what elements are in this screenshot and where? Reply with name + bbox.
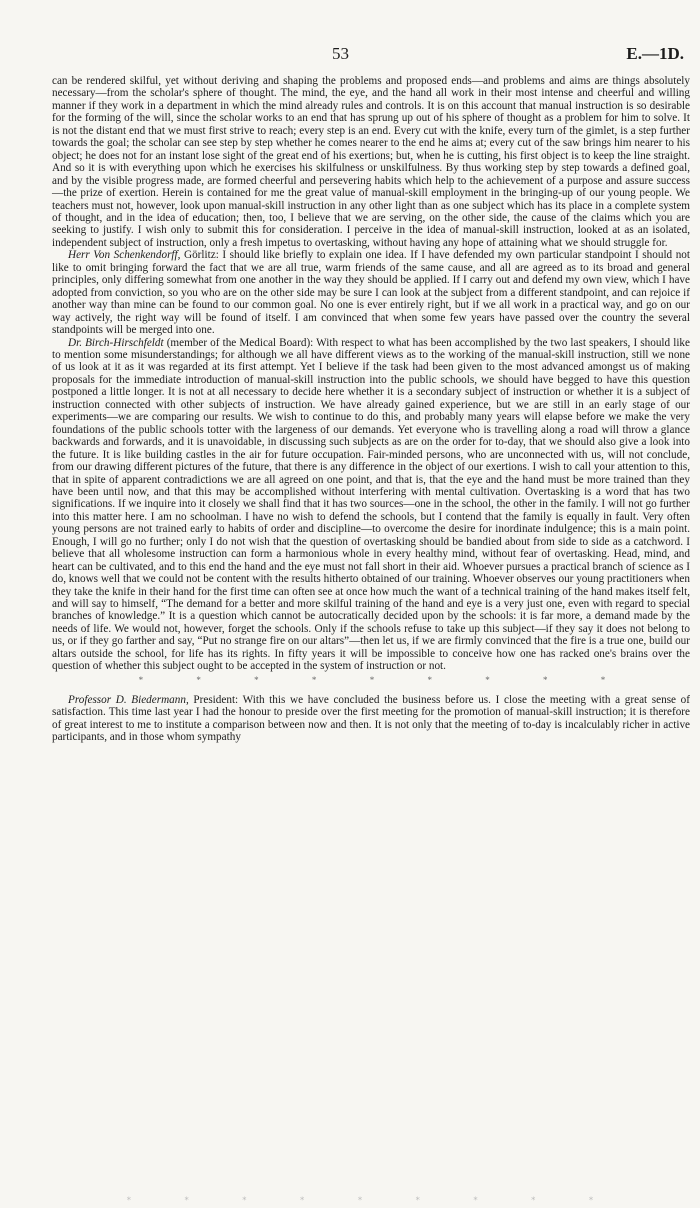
separator-star: *	[196, 674, 201, 685]
speaker-name: Professor D. Biedermann,	[68, 693, 189, 706]
footer-bleedthrough-stars	[100, 1196, 620, 1205]
paragraph-biedermann	[52, 694, 690, 744]
footer-star: *	[357, 1196, 362, 1205]
paragraph-schenkendorff	[52, 249, 690, 336]
footer-star: *	[184, 1196, 189, 1205]
section-separator	[112, 675, 632, 685]
footer-star: *	[126, 1196, 131, 1205]
paragraph-text: can be rendered skilful, yet without deriving and shaping the problems and proposed ends—and problems and aims are things absolutely necessary—from the scholar's sphere of thought. The mind, the eye, and the hand all work in their most intense and cheerful and willing manner if they work in a department in which the mind already rules and controls. It is on this account that manual instruction is so desirable for the forming of the will, since the scholar works to an end that has sprung up out of his sphere of thought as a problem for him to solve. It is not the distant end that we must first strive to reach; every step is an end. Every cut with the knife, every turn of the gimlet, is a step further towards the goal; the scholar can see step by step whether he comes nearer to the end he aims at; every cut of the saw brings him nearer to his object; he does not for an instant lose sight of the great end of his exertions; but, when he is cutting, his first object is to keep the line straight. And so it is with everything upon which he exercises his skilfulness or unskilfulness. By thus working step by step towards a defined goal, and by the visible progress made, are formed cheerful and persevering habits which help to the achievement of a purpose and assure success—the prize of exertion. Herein is contained for me the great value of manual-skill employment in the bringing-up of our young people. We teachers must not, however, look upon manual-skill instruction in any other light than as one subject which has its place in a complete system of thought, and in the idea of education; then, too, I believe that we are serving, on the other side, the cause of the claims which you are seeking to justify. I wish only to submit this for consideration. I perceive in the idea of manual-skill instruction, looked at as an isolated, independent subject of instruction, only a fresh impetus to overtasking, without having any hope of attaining what we should struggle for.	[52, 75, 690, 249]
footer-star: *	[531, 1196, 536, 1205]
paragraph-text: President: With this we have concluded the business before us. I close the meeting with a great sense of satisfaction. This time last year I had the honour to preside over the first meeting for the promotion of manual-skill instruction; it is therefore of great interest to me to institute a comparison between now and then. It is not only that the meeting of to-day is incalculably richer in active participants, and in those whom sympathy	[52, 693, 690, 744]
paragraph-continuation	[52, 75, 690, 249]
separator-star: *	[427, 674, 432, 685]
footer-star: *	[473, 1196, 478, 1205]
footer-star: *	[415, 1196, 420, 1205]
separator-star: *	[254, 674, 259, 685]
separator-star: *	[138, 674, 144, 685]
paragraph-text: (member of the Medical Board): With respect to what has been accomplished by the two last speakers, I should like to mention some misunderstandings; for although we all have different views as to the working of the manual-skill instruction, still we none of us look at it as it was regarded at its first attempt. Yet I believe if the task had been given to the most advanced amongst us of making proposals for the immediate introduction of manual-skill instruction into the public schools, we should have begged to have this question postponed a little longer. It is not at all necessary to decide here whether it is a secondary subject of instruction or whether it is a subject of instruction connected with other subjects of instruction. We have already gained experience, but we are still in an early stage of our experiments—we are comparing our results. We wish to continue to do this, and probably many years will elapse before we make the very foundations of the public schools totter with the largeness of our demands. Yet everyone who is travelling along a road will throw a glance backwards and forwards, and it is unavoidable, in discussing such subjects as are on the order for to-day, that we should also give a look into the future. It is like building castles in the air for future occupation. Fair-minded persons, who are unconnected with us, will not conclude, from our drawing different pictures of the future, that there is any difference in the object of our exertions. I wish to call your attention to this, that in spite of apparent contradictions we are all agreed on one point, and that is, that the eye and the hand must be more trained than they have been until now, and that this may be accomplished without interfering with mental cultivation. Overtasking is a word that has two significations. If we inquire into it closely we shall find that it has two sources—one in the school, the other in the family. I will not go further into this matter here. I am no schoolman. I have no wish to defend the schools, but I contend that the family is equally in fault. Very often young persons are not trained early to habits of order and discipline—to overcome the desire for inordinate indulgence; this is a main point. Enough, I will go no further; only I do not wish that the question of overtasking should be bandied about from side to side as a catchword. I believe that all wholesome instruction can form a harmonious whole in every healthy mind, without fear of overtasking. Head, mind, and heart can be cultivated, and to this end the hand and the eye must not fall short in their aid. Whoever pursues a practical branch of science as I do, knows well that we could not be content with the results hitherto obtained of our training. Whoever observes our young practitioners when they take the knife in their hand for the first time can often see at once how much the want of a technical training of the hand makes itself felt, and will say to himself, “The demand for a better and more skilful training of the hand and eye is a very just one, even with regard to special branches of knowledge.” It is a question which cannot be autocratically decided upon by the schools: it is far more, a demand made by the needs of life. We would not, however, forget the schools. Only if the schools refuse to take up this subject—if they say it does not belong to us, or if they go farther and say, “Put no strange fire on our altars”—then let us, if we are firmly convinced that the fire is a true one, build our altars outside the school, for life has its rights. In fifty years it will be impossible to conceive how one has racked one's brains over the question of whether this subject ought to be accepted in the system of instruction or not.	[52, 336, 690, 673]
separator-star: *	[485, 674, 490, 685]
footer-star: *	[242, 1196, 247, 1205]
separator-star: *	[542, 674, 548, 685]
paragraph-text: Görlitz: I should like briefly to explain one idea. If I have defended my own particular standpoint I should not like to omit bringing forward the fact that we are all true, warm friends of the same cause, and all are agreed as to its broad and general principles, only differing somewhat from one another in the way they should be applied. If I carry out and defend my own view, which I have adopted from conviction, so you who are on the other side may be sure I can look at the subject from a different standpoint, and can rejoice if another way than mine can be found to our common goal. No one is ever entirely right, but if we all work in a practical way, and go on our way actively, the right way will be found of itself. I am convinced that when some few years have passed over the country the several standpoints will be merged into one.	[52, 249, 691, 337]
separator-star: *	[369, 674, 375, 685]
footer-star: *	[589, 1196, 593, 1205]
document-code: E.—1D.	[626, 44, 684, 63]
footer-star: *	[300, 1196, 305, 1205]
document-body	[52, 75, 690, 744]
page-number: 53	[332, 44, 349, 63]
speaker-name: Dr. Birch-Hirschfeldt	[68, 336, 164, 349]
speaker-name: Herr Von Schenkendorff,	[68, 249, 181, 262]
paragraph-birch-hirschfeldt	[52, 337, 690, 673]
separator-star: *	[311, 674, 317, 685]
separator-star: *	[600, 674, 606, 685]
page-header	[0, 44, 700, 68]
